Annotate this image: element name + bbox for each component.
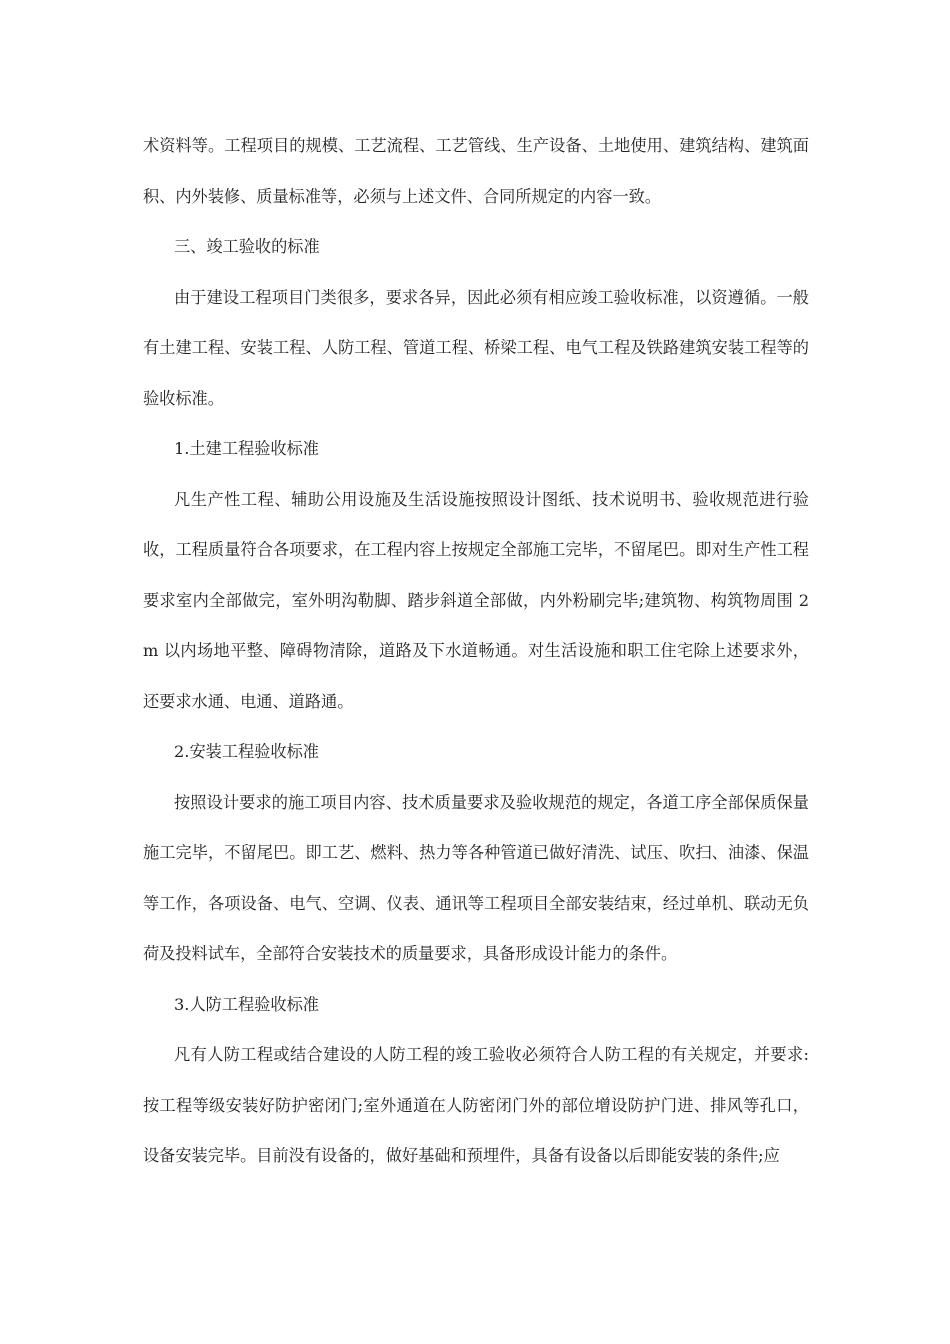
- body-paragraph: 凡有人防工程或结合建设的人防工程的竣工验收必须符合人防工程的有关规定，并要求:按工程等级安装好防护密闭门;室外通道在人防密闭门外的部位增设防护门进、排风等孔口，设备安装完毕。目前没有设备的，做好基础和预埋件，具备有设备以后即能安装的条件;应: [143, 1045, 809, 1165]
- subsection-heading: 3.人防工程验收标准: [174, 994, 319, 1014]
- body-paragraph: 凡生产性工程、辅助公用设施及生活设施按照设计图纸、技术说明书、验收规范进行验收，工程质量符合各项要求，在工程内容上按规定全部施工完毕，不留尾巴。即对生产性工程要求室内全部做完，室外明沟勒脚、踏步斜道全部做，内外粉刷完毕;建筑物、构筑物周围 2m 以内场地平整、障碍物清除，道路及下水道畅通。对生活设施和职工住宅除上述要求外，还要求水通、电通、道路通。: [143, 489, 809, 711]
- subsection-heading: 1.土建工程验收标准: [174, 439, 319, 458]
- body-paragraph: 按照设计要求的施工项目内容、技术质量要求及验收规范的规定，各道工序全部保质保量施工完毕，不留尾巴。即工艺、燃料、热力等各种管道已做好清洗、试压、吹扫、油漆、保温等工作，各项设备、电气、空调、仪表、通讯等工程项目全部安装结束，经过单机、联动无负荷及投料试车，全部符合安装技术的质量要求，具备形成设计能力的条件。: [143, 792, 809, 963]
- subsection-heading: 2.安装工程验收标准: [174, 742, 319, 761]
- document-body: [143, 121, 809, 1182]
- body-paragraph: 由于建设工程项目门类很多，要求各异，因此必须有相应竣工验收标准，以资遵循。一般有土建工程、安装工程、人防工程、管道工程、桥梁工程、电气工程及铁路建筑安装工程等的验收标准。: [143, 287, 809, 408]
- section-heading: 三、竣工验收的标准: [174, 237, 320, 256]
- body-paragraph: 术资料等。工程项目的规模、工艺流程、工艺管线、生产设备、土地使用、建筑结构、建筑面积、内外装修、质量标准等，必须与上述文件、合同所规定的内容一致。: [143, 136, 809, 206]
